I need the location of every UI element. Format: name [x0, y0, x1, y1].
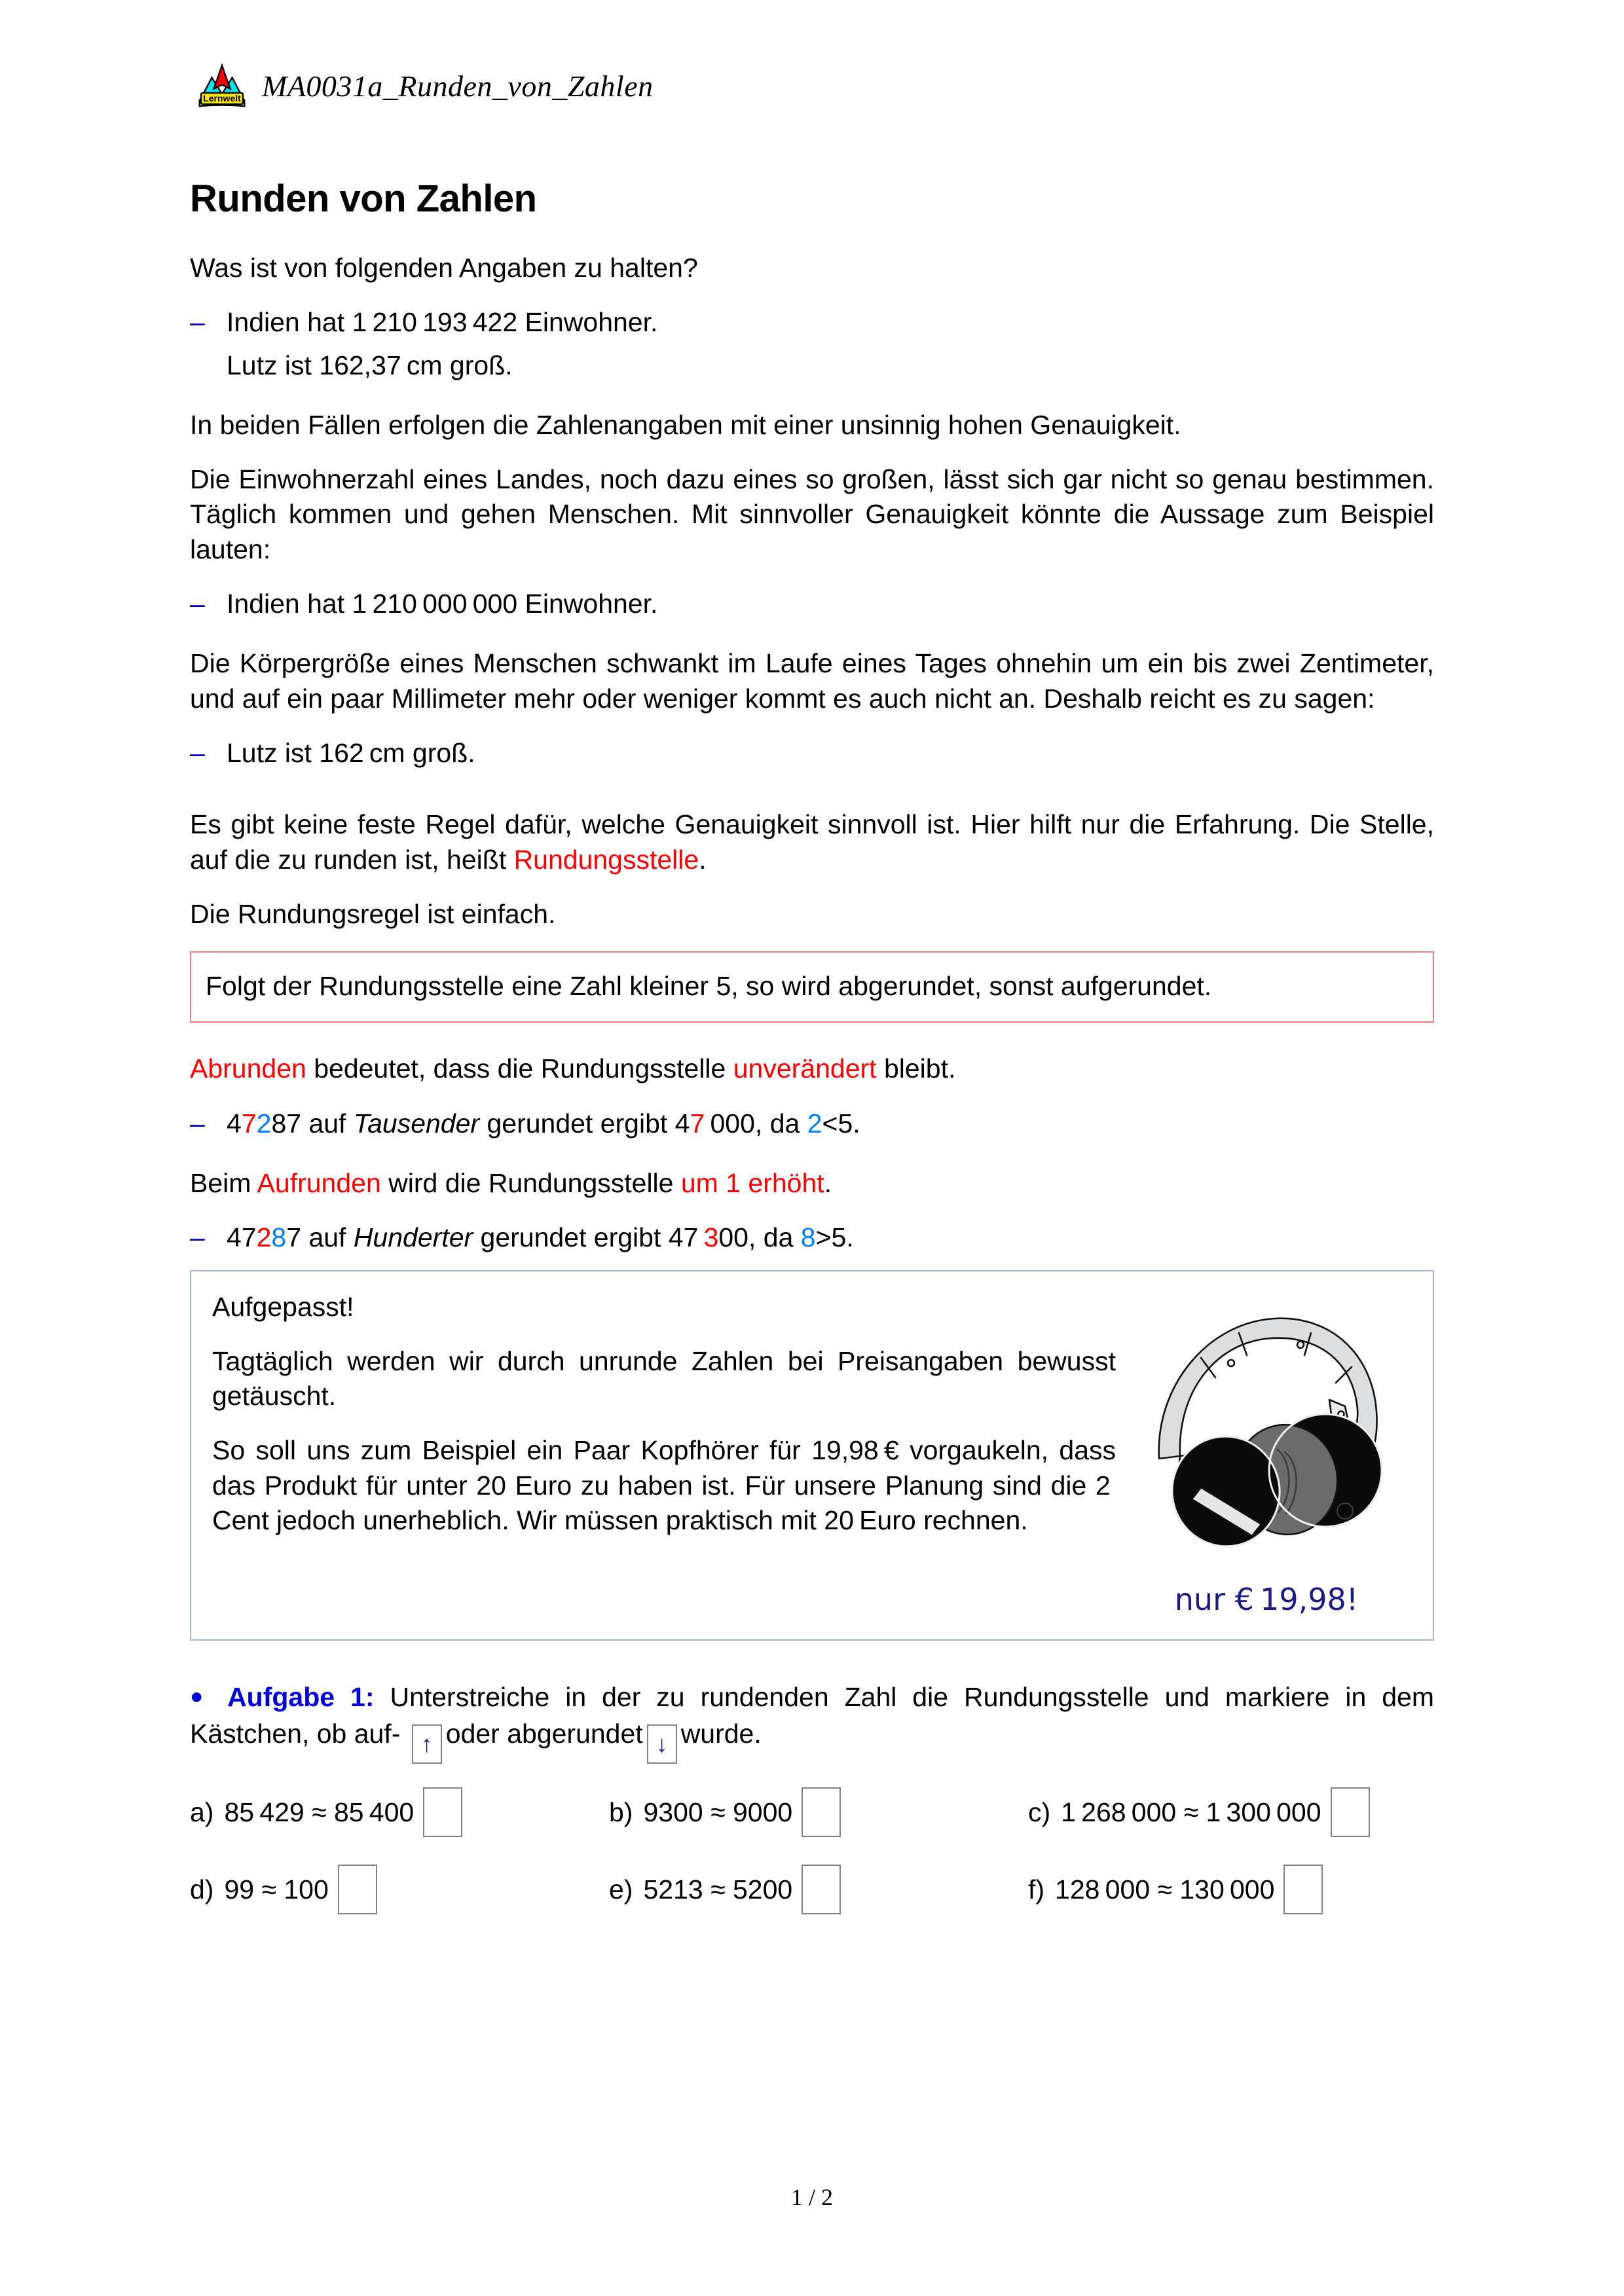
- ex-down-mid2: gerundet ergibt 4: [479, 1108, 690, 1139]
- exercise-a: [190, 1787, 609, 1837]
- exercise-b-answer-box[interactable]: [802, 1787, 841, 1837]
- exercise-f-answer-box[interactable]: [1283, 1865, 1323, 1914]
- ex-up-unit: Hunderter: [353, 1222, 473, 1253]
- list-item: [190, 736, 1434, 771]
- rounding-up-pre: Beim: [190, 1168, 257, 1198]
- exercise-d-label: d): [190, 1874, 214, 1904]
- price-label: nur € 19,98!: [1174, 1581, 1359, 1617]
- arrow-down-box[interactable]: ↓: [647, 1724, 677, 1764]
- aufgepasst-paragraph-1: Tagtäglich werden wir durch unrunde Zahlen bei Preisangaben bewusst getäuscht.: [212, 1345, 1116, 1412]
- task-text-middle: oder abgerundet: [445, 1719, 643, 1749]
- rounding-down-end: bleibt.: [876, 1053, 956, 1084]
- term-um-1-erhoeht: um 1 erhöht: [680, 1168, 824, 1198]
- exercise-f-label: f): [1028, 1874, 1045, 1904]
- ex-up-result-post: 00, da: [718, 1222, 801, 1253]
- list-item-continuation: Lutz ist 162,37 cm groß.: [227, 350, 513, 380]
- ex-down-num-post: 87: [271, 1108, 302, 1139]
- task-text-after: wurde.: [680, 1719, 762, 1749]
- exercise-e-answer-box[interactable]: [802, 1865, 841, 1914]
- ex-down-result-place: 7: [690, 1108, 705, 1139]
- aufgepasst-text-column: [212, 1290, 1116, 1617]
- ex-up-next-digit: 8: [271, 1222, 287, 1253]
- ex-up-num-post: 7: [286, 1222, 302, 1253]
- exercise-c-answer-box[interactable]: [1331, 1787, 1370, 1837]
- paragraph-no-fixed-rule: [190, 807, 1434, 877]
- page-header: [196, 62, 654, 109]
- exercise-grid: [190, 1787, 1434, 1914]
- ex-down-compare-digit: 2: [807, 1108, 822, 1139]
- term-rundungsstelle: Rundungsstelle: [513, 844, 699, 875]
- paragraph-no-fixed-rule-part1: Es gibt keine feste Regel dafür, welche Genauigkeit sinnvoll ist. Hier hilft nur die Erfahrung. Die Stelle, auf die zu runden ist, heißt: [190, 809, 1434, 875]
- exercise-b-expression: 9300 ≈ 9000: [643, 1796, 793, 1827]
- paragraph-population: Die Einwohnerzahl eines Landes, noch dazu eines so großen, lässt sich gar nicht so genau bestimmen. Täglich kommen und gehen Menschen. Mit sinnvoller Genauigkeit könnte die Aussage zum Beispiel lauten:: [190, 464, 1434, 564]
- list-item: [190, 305, 1434, 340]
- exercise-e-label: e): [609, 1874, 633, 1904]
- exercise-d: [190, 1865, 609, 1914]
- svg-text:Lernwelt: Lernwelt: [203, 93, 241, 104]
- aufgepasst-box: [190, 1270, 1434, 1641]
- paragraph-rule-simple: Die Rundungsregel ist einfach.: [190, 898, 556, 929]
- dash-bullet-icon: –: [190, 589, 205, 619]
- ex-down-next-digit: 2: [256, 1108, 272, 1139]
- ex-down-compare-end: <5.: [822, 1108, 860, 1139]
- rounding-down-mid: bedeutet, dass die Rundungsstelle: [306, 1053, 733, 1084]
- rounding-rule-text: Folgt der Rundungsstelle eine Zahl kleiner 5, so wird abgerundet, sonst aufgerundet.: [206, 971, 1212, 1002]
- list-item-label: Indien hat 1 210 193 422 Einwohner.: [227, 307, 658, 338]
- example-rounding-down-body: [227, 1106, 1434, 1141]
- ex-up-mid1: auf: [301, 1222, 354, 1253]
- exercise-c: [1028, 1787, 1434, 1837]
- aufgepasst-paragraph-2: So soll uns zum Beispiel ein Paar Kopfhörer für 19,98 € vorgaukeln, dass das Produkt für unter 20 Euro zu haben ist. Für unsere Planung sind die 2 Cent jedoch unerheblich. Wir müssen praktisch mit 20 Euro rechnen.: [212, 1435, 1116, 1536]
- exercise-e-expression: 5213 ≈ 5200: [643, 1874, 793, 1904]
- term-abrunden: Abrunden: [190, 1053, 306, 1084]
- document-body: [190, 177, 1434, 1942]
- exercise-a-expression: 85 429 ≈ 85 400: [224, 1796, 415, 1827]
- example-rounding-down: [190, 1106, 1434, 1141]
- dash-bullet-icon: –: [190, 307, 205, 338]
- rounding-up-end: .: [824, 1168, 832, 1198]
- list-item: [190, 587, 1434, 621]
- rounding-rule-box: [190, 951, 1434, 1023]
- exercise-a-answer-box[interactable]: [423, 1787, 462, 1837]
- example-rounding-up: [190, 1220, 1434, 1255]
- paragraph-rounding-up: [190, 1166, 1434, 1201]
- ex-up-mid2: gerundet ergibt 47: [473, 1222, 704, 1253]
- exercise-c-expression: 1 268 000 ≈ 1 300 000: [1061, 1796, 1321, 1827]
- exercise-f-expression: 128 000 ≈ 130 000: [1055, 1874, 1275, 1904]
- headphones-aside: [1122, 1290, 1411, 1617]
- exercise-d-expression: 99 ≈ 100: [224, 1874, 329, 1904]
- arrow-up-box[interactable]: ↑: [412, 1724, 442, 1764]
- page-title: Runden von Zahlen: [190, 177, 537, 220]
- paragraph-no-fixed-rule-part2: .: [699, 844, 707, 875]
- task-label: Aufgabe 1:: [227, 1681, 375, 1712]
- dash-bullet-icon: –: [190, 1108, 205, 1139]
- lernwelt-logo-icon: [196, 62, 248, 109]
- paragraph-rounding-down: [190, 1051, 1434, 1086]
- exercise-a-label: a): [190, 1796, 214, 1827]
- intro-question: Was ist von folgenden Angaben zu halten?: [190, 253, 698, 283]
- ex-up-rounding-place: 2: [256, 1222, 272, 1253]
- ex-down-rounding-place: 7: [241, 1108, 257, 1139]
- ex-down-result-post: 000, da: [705, 1108, 807, 1139]
- exercise-b-label: b): [609, 1796, 633, 1827]
- ex-up-compare-digit: 8: [800, 1222, 816, 1253]
- term-unveraendert: unverändert: [733, 1053, 877, 1084]
- exercise-e: [609, 1865, 1028, 1914]
- ex-down-unit: Tausender: [353, 1108, 480, 1139]
- example-rounding-up-body: [227, 1220, 1434, 1255]
- exercise-c-label: c): [1028, 1796, 1051, 1827]
- header-document-name: MA0031a_Runden_von_Zahlen: [262, 69, 654, 103]
- ex-down-num-pre: 4: [227, 1108, 242, 1139]
- ex-down-mid1: auf: [301, 1108, 354, 1139]
- exercise-f: [1028, 1865, 1434, 1914]
- list-item-label: Lutz ist 162 cm groß.: [227, 737, 475, 768]
- rounding-up-mid: wird die Rundungsstelle: [380, 1168, 681, 1198]
- ex-up-compare-end: >5.: [815, 1222, 854, 1253]
- task-bullet-icon: ●: [190, 1683, 212, 1709]
- table-row: [190, 1865, 1434, 1914]
- aufgepasst-heading: Aufgepasst!: [212, 1291, 354, 1322]
- list-item-label: Indien hat 1 210 000 000 Einwohner.: [227, 589, 658, 619]
- exercise-b: [609, 1787, 1028, 1837]
- paragraph-both-cases: In beiden Fällen erfolgen die Zahlenangaben mit einer unsinnig hohen Genauigkeit.: [190, 409, 1181, 440]
- task-instruction: [190, 1679, 1434, 1764]
- task-text-before-up: Unterstreiche in der zu rundenden Zahl die Rundungsstelle und markiere in dem Kästchen, ob auf-: [190, 1681, 1434, 1749]
- paragraph-body-height: Die Körpergröße eines Menschen schwankt im Laufe eines Tages ohnehin um ein bis zwei Zentimeter, und auf ein paar Millimeter mehr oder weniger kommt es auch nicht an. Deshalb reicht es zu sagen:: [190, 648, 1434, 714]
- dash-bullet-icon: –: [190, 1222, 205, 1253]
- exercise-d-answer-box[interactable]: [338, 1865, 377, 1914]
- page-footer: 1 / 2: [790, 2184, 833, 2210]
- ex-up-num-pre: 47: [227, 1222, 257, 1253]
- ex-up-result-place: 3: [703, 1222, 719, 1253]
- headphones-icon: [1135, 1295, 1397, 1570]
- term-aufrunden: Aufrunden: [257, 1168, 381, 1198]
- table-row: [190, 1787, 1434, 1837]
- dash-bullet-icon: –: [190, 737, 205, 768]
